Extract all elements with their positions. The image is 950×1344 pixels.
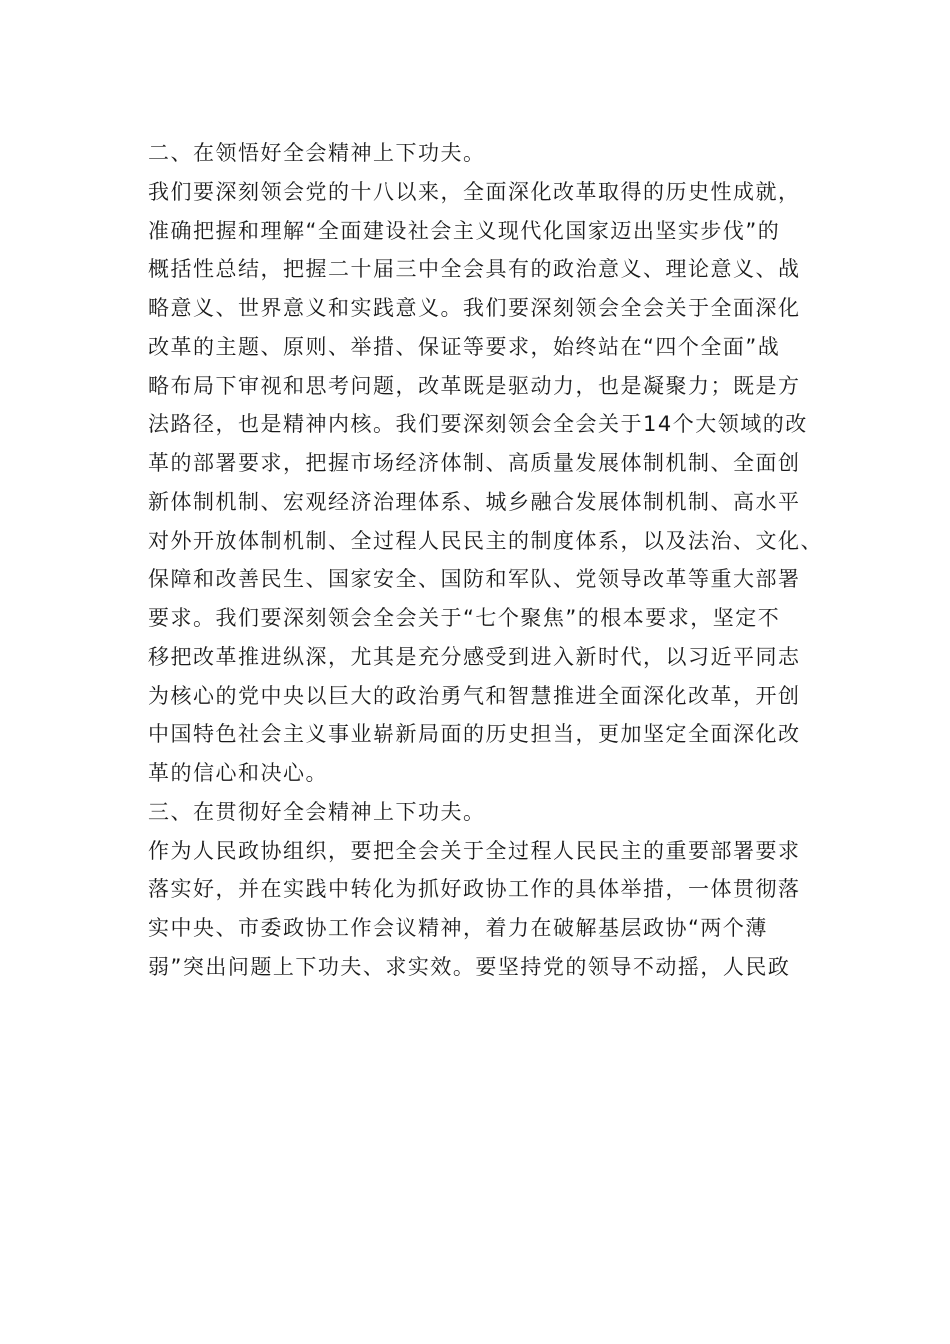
paragraph-line: 革的部署要求，把握市场经济体制、高质量发展体制机制、全面创 <box>148 451 801 475</box>
paragraph-line: 略意义、世界意义和实践意义。我们要深刻领会全会关于全面深化 <box>148 296 801 320</box>
section-heading-2: 二、在领悟好全会精神上下功夫。 <box>148 141 486 165</box>
document-body <box>148 134 828 987</box>
paragraph-line: 为核心的党中央以巨大的政治勇气和智慧推进全面深化改革，开创 <box>148 683 801 708</box>
paragraph-line: 作为人民政协组织，要把全会关于全过程人民民主的重要部署要求 <box>148 838 801 863</box>
section-heading-3: 三、在贯彻好全会精神上下功夫。 <box>148 799 486 824</box>
paragraph-line: 法路径，也是精神内核。我们要深刻领会全会关于14个大领域的改 <box>148 412 808 437</box>
paragraph-line: 落实好，并在实践中转化为抓好政协工作的具体举措，一体贯彻落 <box>148 877 801 902</box>
paragraph-line: 保障和改善民生、国家安全、国防和军队、党领导改革等重大部署 <box>148 567 801 592</box>
paragraph-line: 革的信心和决心。 <box>148 761 328 785</box>
paragraph-line: 对外开放体制机制、全过程人民民主的制度体系，以及法治、文化、 <box>148 528 823 553</box>
paragraph-line: 略布局下审视和思考问题，改革既是驱动力，也是凝聚力；既是方 <box>148 373 801 398</box>
paragraph-line: 弱”突出问题上下功夫、求实效。要坚持党的领导不动摇，人民政 <box>148 954 791 979</box>
paragraph-line: 新体制机制、宏观经济治理体系、城乡融合发展体制机制、高水平 <box>148 489 801 514</box>
paragraph-line: 我们要深刻领会党的十八以来，全面深化改革取得的历史性成就， <box>148 179 801 204</box>
paragraph-line: 改革的主题、原则、举措、保证等要求，始终站在“四个全面”战 <box>148 334 781 359</box>
paragraph-line: 概括性总结，把握二十届三中全会具有的政治意义、理论意义、战 <box>148 257 801 282</box>
paragraph-line: 移把改革推进纵深，尤其是充分感受到进入新时代，以习近平同志 <box>148 644 801 669</box>
paragraph-line: 要求。我们要深刻领会全会关于“七个聚焦”的根本要求，坚定不 <box>148 606 781 630</box>
paragraph-line: 中国特色社会主义事业崭新局面的历史担当，更加坚定全面深化改 <box>148 722 801 747</box>
paragraph-line: 实中央、市委政协工作会议精神，着力在破解基层政协“两个薄 <box>148 916 768 940</box>
paragraph-line: 准确把握和理解“全面建设社会主义现代化国家迈出坚实步伐”的 <box>148 218 781 243</box>
